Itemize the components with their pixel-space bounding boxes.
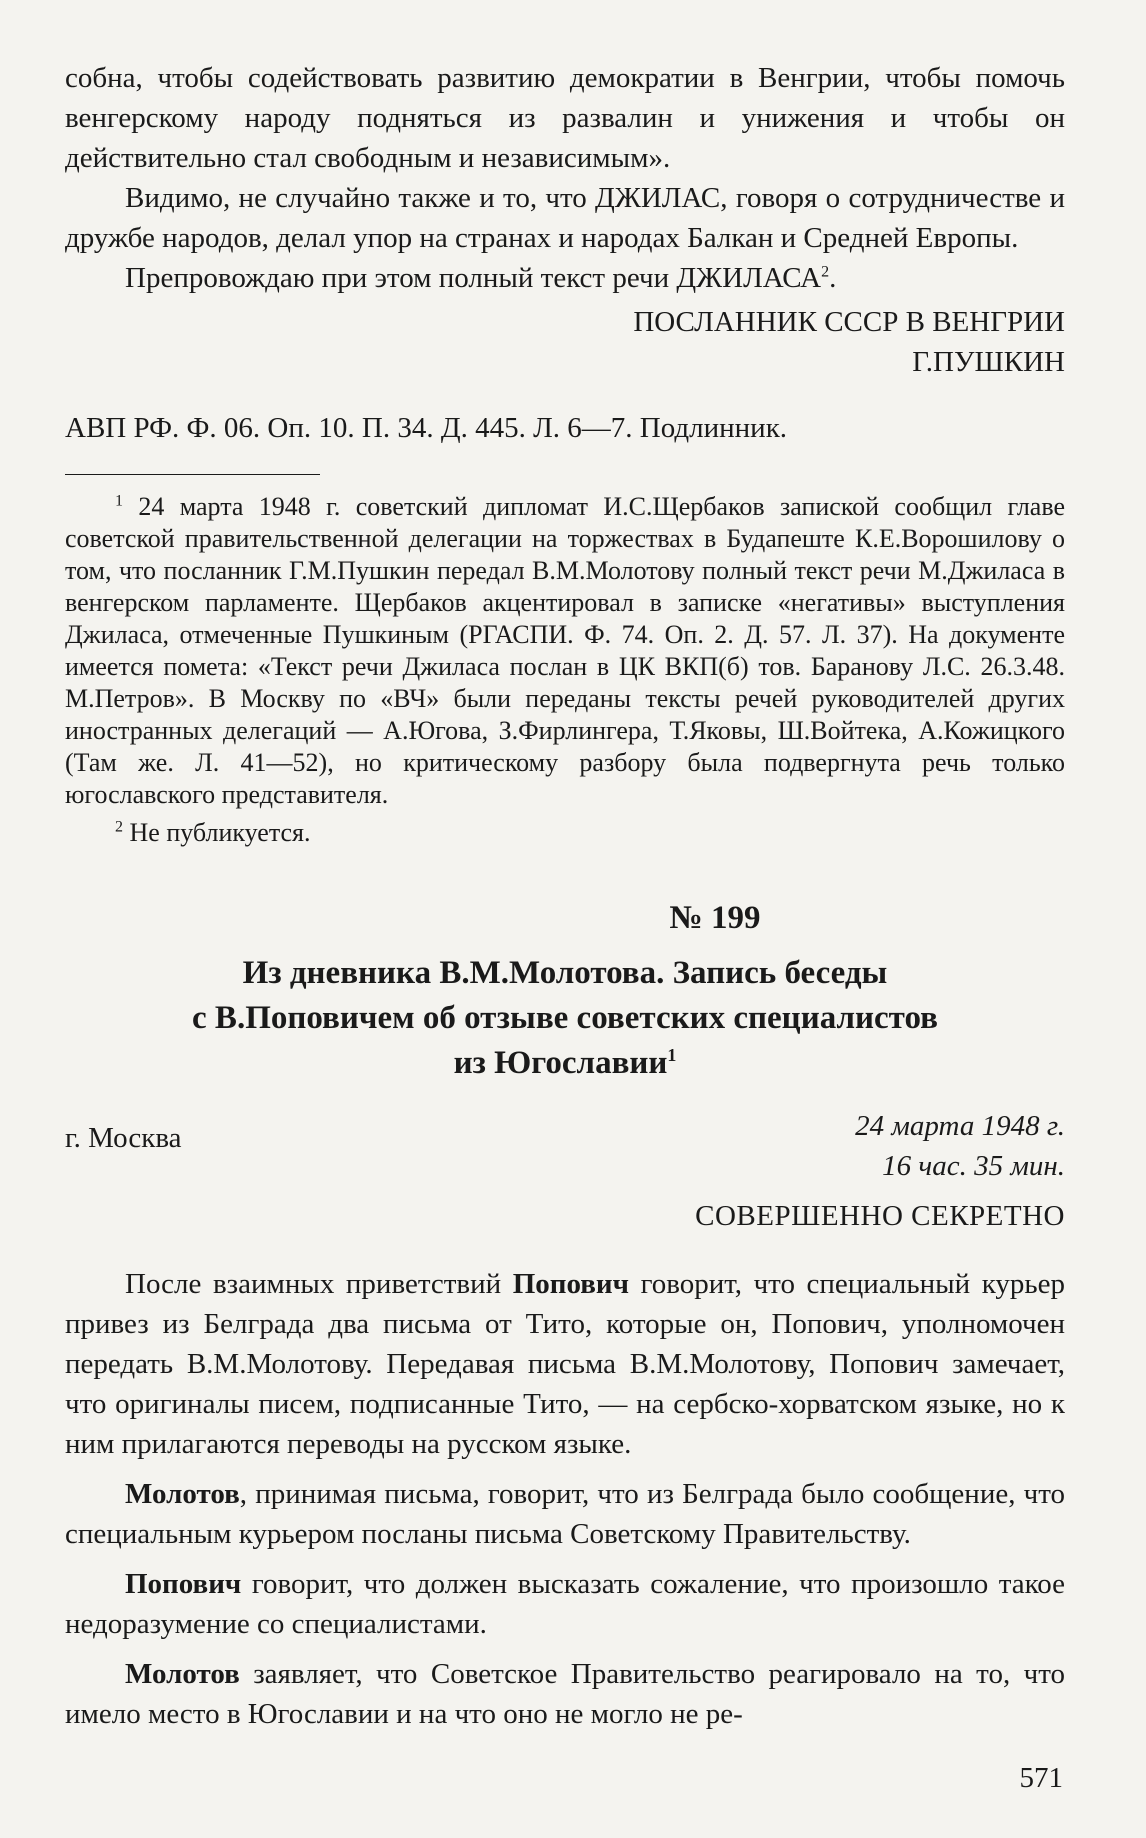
body-paragraph-2	[65, 1474, 1065, 1554]
speaker-molotov: Молотов	[125, 1658, 240, 1690]
document-meta	[65, 1106, 1065, 1190]
body-paragraph-4	[65, 1654, 1065, 1734]
body-3-text: говорит, что должен высказать сожаление, что произошло такое недоразумение со специалистами.	[65, 1568, 1065, 1640]
body-paragraph-1	[65, 1264, 1065, 1464]
body-1-text: говорит, что специальный курьер привез из Белграда два письма от Тито, которые он, Попович, уполномочен передать В.М.Молотову. Передавая письма В.М.Молотову, Попович замечает, что оригиналы писем, подписанные Тито, — на сербско-хорватском языке, но к ним прилагаются переводы на русском языке.	[65, 1268, 1065, 1460]
document-number: № 199	[669, 900, 761, 936]
footnote-2-mark: 2	[115, 818, 123, 836]
document-city: г. Москва	[65, 1122, 182, 1154]
signature-title: ПОСЛАННИК СССР В ВЕНГРИИ	[633, 306, 1065, 338]
footnote-1-mark: 1	[115, 492, 123, 510]
paragraph-djilas: Видимо, не случайно также и то, что ДЖИЛАС, говоря о сотрудничестве и дружбе народов, делал упор на странах и народах Балкан и Средней Европы.	[65, 182, 1065, 254]
footnote-2-text: Не публикуется.	[123, 818, 311, 847]
classification-stamp: СОВЕРШЕННО СЕКРЕТНО	[695, 1200, 1065, 1232]
footnote-divider	[65, 474, 320, 475]
title-line-2: с В.Поповичем об отзыве советских специалистов	[192, 1000, 938, 1036]
signature-block	[65, 302, 1065, 382]
title-line-1: Из дневника В.М.Молотова. Запись беседы	[242, 955, 888, 991]
body-4-text: заявляет, что Советское Правительство реагировало на то, что имело место в Югославии и на что оно не могло не ре-	[65, 1658, 1065, 1730]
enclosure-period: .	[829, 262, 837, 294]
title-line-3-text: из Югославии	[453, 1045, 668, 1081]
footnote-ref-2: 2	[821, 263, 830, 281]
enclosure-text: Препровождаю при этом полный текст речи ДЖИЛАСА	[125, 262, 822, 294]
body-paragraph-3	[65, 1564, 1065, 1644]
archive-reference: АВП РФ. Ф. 06. Оп. 10. П. 34. Д. 445. Л. 6—7. Подлинник.	[65, 412, 788, 444]
document-date: 24 марта 1948 г.	[855, 1110, 1065, 1142]
title-line-3	[65, 1041, 1065, 1086]
body-1-pre: После взаимных приветствий	[125, 1268, 513, 1300]
document-time: 16 час. 35 мин.	[882, 1150, 1065, 1182]
footnote-2	[65, 817, 1065, 849]
document-title	[65, 951, 1065, 1086]
page-column	[65, 58, 1065, 1734]
paragraph-enclosure	[65, 258, 1065, 298]
page-number: 571	[1019, 1762, 1063, 1794]
footnote-1-text: 24 марта 1948 г. советский дипломат И.С.Щербаков запиской сообщил главе советской правительственной делегации на торжествах в Будапеште К.Е.Ворошилову о том, что посланник Г.М.Пушкин передал В.М.Молотову полный текст речи М.Джиласа в венгерском парламенте. Щербаков акцентировал в записке «негативы» выступления Джиласа, отмеченные Пушкиным (РГАСПИ. Ф. 74. Оп. 2. Д. 57. Л. 37). На документе имеется помета: «Текст речи Джиласа послан в ЦК ВКП(б) тов. Баранову Л.С. 26.3.48. М.Петров». В Москву по «ВЧ» были переданы тексты речей руководителей других иностранных делегаций — А.Югова, З.Фирлингера, Т.Яковы, Ш.Войтека, А.Кожицкого (Там же. Л. 41—52), но критическому разбору была подвергнута речь только югославского представителя.	[65, 492, 1065, 809]
signature-name: Г.ПУШКИН	[912, 346, 1065, 378]
body-2-text: , принимая письма, говорит, что из Белграда было сообщение, что специальным курьером посланы письма Советскому Правительству.	[65, 1478, 1065, 1550]
footnote-1	[65, 491, 1065, 811]
paragraph-continuation: собна, чтобы содействовать развитию демократии в Венгрии, чтобы помочь венгерскому народу подняться из развалин и унижения и чтобы он действительно стал свободным и независимым».	[65, 62, 1065, 174]
footnote-ref-1: 1	[667, 1045, 677, 1065]
speaker-popovich: Попович	[512, 1268, 629, 1300]
speaker-molotov: Молотов	[125, 1478, 240, 1510]
speaker-popovich: Попович	[125, 1568, 242, 1600]
